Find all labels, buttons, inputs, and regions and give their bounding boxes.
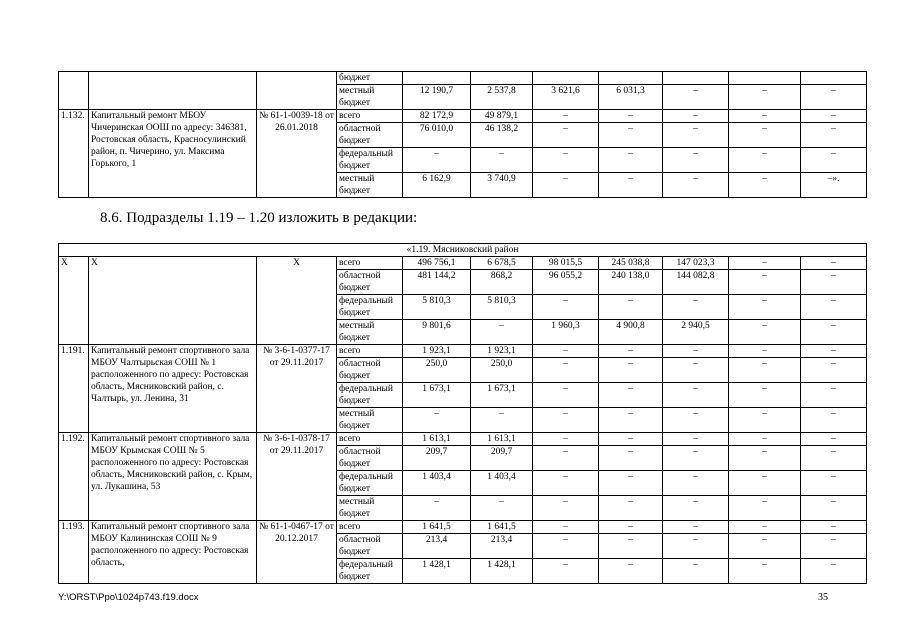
value-cell: 209,7 — [471, 446, 533, 471]
value-cell: 76 010,0 — [403, 123, 471, 148]
value-cell — [663, 72, 729, 85]
budget-type-cell: федеральный бюджет — [337, 295, 403, 320]
value-cell: 147 023,3 — [663, 257, 729, 270]
document-cell: № 3-6-1-0378-17 от 29.11.2017 — [257, 433, 337, 521]
value-cell: – — [729, 471, 801, 496]
value-cell: – — [801, 295, 867, 320]
value-cell: – — [801, 148, 867, 173]
value-cell: 1 403,4 — [403, 471, 471, 496]
value-cell: – — [801, 110, 867, 123]
item-number-cell: 1.192. — [59, 433, 89, 521]
value-cell: – — [471, 148, 533, 173]
value-cell: – — [729, 433, 801, 446]
item-name-cell: Капитальный ремонт МБОУ Чичеринская ООШ по адресу: 346381, Ростовская область, Красносулинский район, п. Чичерино, ул. Максима Горького, 1 — [89, 110, 257, 198]
value-cell: – — [663, 85, 729, 110]
value-cell: – — [729, 295, 801, 320]
value-cell: – — [533, 383, 599, 408]
item-number-cell: 1.191. — [59, 345, 89, 433]
item-name-cell: Капитальный ремонт спортивного зала МБОУ Чалтырьская СОШ № 1 расположенного по адресу: Ростовская область, Мясниковский район, с. Чалтырь, ул. Ленина, 31 — [89, 345, 257, 433]
value-cell: – — [599, 496, 663, 521]
value-cell: 5 810,3 — [403, 295, 471, 320]
budget-type-cell: местный бюджет — [337, 408, 403, 433]
value-cell: 46 138,2 — [471, 123, 533, 148]
value-cell: 1 673,1 — [403, 383, 471, 408]
document-cell: № 61-1-0467-17 от 20.12.2017 — [257, 521, 337, 584]
value-cell: – — [729, 559, 801, 584]
item-number-cell: 1.132. — [59, 110, 89, 198]
value-cell: – — [533, 521, 599, 534]
value-cell: – — [729, 257, 801, 270]
item-number-cell: 1.193. — [59, 521, 89, 584]
value-cell: – — [599, 173, 663, 198]
value-cell: – — [663, 148, 729, 173]
footer-file-path: Y:\ORST\Ppo\1024p743.f19.docx — [58, 592, 199, 603]
value-cell: 209,7 — [403, 446, 471, 471]
value-cell: – — [801, 85, 867, 110]
value-cell: – — [599, 345, 663, 358]
empty-cell — [89, 72, 257, 110]
value-cell: 3 740,9 — [471, 173, 533, 198]
value-cell: 1 673,1 — [471, 383, 533, 408]
value-cell: – — [729, 358, 801, 383]
value-cell: – — [801, 270, 867, 295]
value-cell: 4 900,8 — [599, 320, 663, 345]
value-cell: – — [471, 496, 533, 521]
value-cell: – — [729, 110, 801, 123]
value-cell: – — [599, 559, 663, 584]
value-cell — [533, 72, 599, 85]
document-cell: № 3-6-1-0377-17 от 29.11.2017 — [257, 345, 337, 433]
value-cell: – — [801, 123, 867, 148]
value-cell: – — [663, 408, 729, 433]
table-myasnikovsky — [58, 243, 867, 584]
budget-type-cell: областной бюджет — [337, 270, 403, 295]
value-cell: – — [403, 496, 471, 521]
budget-type-cell: всего — [337, 521, 403, 534]
value-cell: 82 172,9 — [403, 110, 471, 123]
value-cell: – — [533, 534, 599, 559]
value-cell: – — [403, 408, 471, 433]
value-cell: 240 138,0 — [599, 270, 663, 295]
value-cell: – — [729, 320, 801, 345]
document-cell: № 61-1-0039-18 от 26.01.2018 — [257, 110, 337, 198]
value-cell: – — [663, 358, 729, 383]
value-cell: – — [801, 358, 867, 383]
value-cell — [729, 72, 801, 85]
budget-type-cell: областной бюджет — [337, 358, 403, 383]
value-cell: – — [663, 110, 729, 123]
value-cell: 12 190,7 — [403, 85, 471, 110]
value-cell: – — [533, 358, 599, 383]
value-cell: – — [533, 496, 599, 521]
value-cell: – — [729, 270, 801, 295]
value-cell: – — [533, 559, 599, 584]
value-cell: – — [663, 471, 729, 496]
value-cell: – — [801, 257, 867, 270]
value-cell: – — [533, 345, 599, 358]
value-cell: – — [533, 148, 599, 173]
budget-type-cell: федеральный бюджет — [337, 383, 403, 408]
value-cell: – — [663, 559, 729, 584]
value-cell: 245 038,8 — [599, 257, 663, 270]
value-cell: 1 403,4 — [471, 471, 533, 496]
value-cell: – — [663, 173, 729, 198]
value-cell: – — [663, 534, 729, 559]
value-cell: – — [599, 383, 663, 408]
value-cell: 1 923,1 — [471, 345, 533, 358]
value-cell: – — [729, 85, 801, 110]
value-cell: – — [801, 446, 867, 471]
value-cell: – — [663, 123, 729, 148]
budget-type-cell: всего — [337, 110, 403, 123]
budget-type-cell: местный бюджет — [337, 320, 403, 345]
value-cell: – — [599, 148, 663, 173]
value-cell: – — [599, 471, 663, 496]
value-cell: – — [801, 383, 867, 408]
item-name-cell: Капитальный ремонт спортивного зала МБОУ Крымская СОШ № 5 расположенного по адресу: Ростовская область, Мясниковский район, с. Крым, ул. Лукашина, 53 — [89, 433, 257, 521]
value-cell: – — [599, 358, 663, 383]
value-cell: – — [801, 433, 867, 446]
value-cell: – — [599, 110, 663, 123]
value-cell: 6 162,9 — [403, 173, 471, 198]
value-cell: 250,0 — [403, 358, 471, 383]
value-cell: 1 613,1 — [403, 433, 471, 446]
value-cell: – — [533, 446, 599, 471]
value-cell: – — [533, 408, 599, 433]
value-cell: – — [533, 110, 599, 123]
value-cell: 6 678,5 — [471, 257, 533, 270]
value-cell: – — [533, 123, 599, 148]
budget-type-cell: областной бюджет — [337, 446, 403, 471]
value-cell: 1 641,5 — [471, 521, 533, 534]
table-row — [59, 72, 867, 85]
value-cell: 250,0 — [471, 358, 533, 383]
empty-cell — [257, 72, 337, 110]
budget-type-cell: всего — [337, 345, 403, 358]
value-cell: – — [403, 148, 471, 173]
section-heading: 8.6. Подразделы 1.19 – 1.20 изложить в редакции: — [100, 210, 418, 226]
value-cell: – — [533, 471, 599, 496]
table-row — [59, 433, 867, 446]
value-cell: – — [471, 408, 533, 433]
table-row — [59, 110, 867, 123]
table-row — [59, 521, 867, 534]
item-name-cell: Х — [89, 257, 257, 345]
value-cell: – — [599, 408, 663, 433]
value-cell: 9 801,6 — [403, 320, 471, 345]
value-cell — [801, 72, 867, 85]
value-cell: – — [729, 408, 801, 433]
value-cell: 49 879,1 — [471, 110, 533, 123]
value-cell: 1 960,3 — [533, 320, 599, 345]
value-cell: – — [663, 345, 729, 358]
value-cell: –». — [801, 173, 867, 198]
value-cell: 96 055,2 — [533, 270, 599, 295]
value-cell: – — [533, 295, 599, 320]
value-cell — [599, 72, 663, 85]
value-cell: 144 082,8 — [663, 270, 729, 295]
value-cell: – — [801, 320, 867, 345]
value-cell: – — [663, 446, 729, 471]
value-cell: – — [599, 521, 663, 534]
value-cell: 496 756,1 — [403, 257, 471, 270]
value-cell: 6 031,3 — [599, 85, 663, 110]
section-title-row — [59, 244, 867, 257]
value-cell: – — [801, 559, 867, 584]
value-cell: – — [663, 433, 729, 446]
value-cell: – — [533, 433, 599, 446]
empty-cell — [59, 72, 89, 110]
value-cell: – — [729, 123, 801, 148]
value-cell: – — [729, 496, 801, 521]
value-cell: 1 923,1 — [403, 345, 471, 358]
value-cell: – — [471, 320, 533, 345]
value-cell: – — [599, 446, 663, 471]
value-cell: – — [663, 295, 729, 320]
value-cell: 1 428,1 — [471, 559, 533, 584]
value-cell: – — [801, 521, 867, 534]
value-cell: – — [729, 148, 801, 173]
value-cell: – — [801, 534, 867, 559]
value-cell: – — [533, 173, 599, 198]
budget-type-cell: федеральный бюджет — [337, 559, 403, 584]
table-row — [59, 345, 867, 358]
budget-type-cell: федеральный бюджет — [337, 148, 403, 173]
value-cell: 5 810,3 — [471, 295, 533, 320]
value-cell: – — [599, 295, 663, 320]
value-cell: 2 537,8 — [471, 85, 533, 110]
budget-type-cell: областной бюджет — [337, 123, 403, 148]
value-cell: 3 621,6 — [533, 85, 599, 110]
value-cell — [471, 72, 533, 85]
budget-type-cell: всего — [337, 433, 403, 446]
value-cell: 1 641,5 — [403, 521, 471, 534]
budget-type-cell: областной бюджет — [337, 534, 403, 559]
value-cell — [403, 72, 471, 85]
item-number-cell: Х — [59, 257, 89, 345]
value-cell: – — [729, 446, 801, 471]
value-cell: 98 015,5 — [533, 257, 599, 270]
table-row — [59, 257, 867, 270]
value-cell: – — [599, 433, 663, 446]
budget-type-cell: местный бюджет — [337, 85, 403, 110]
budget-type-cell: местный бюджет — [337, 496, 403, 521]
page-number: 35 — [818, 592, 828, 603]
budget-type-cell: всего — [337, 257, 403, 270]
value-cell: – — [801, 345, 867, 358]
budget-type-cell: местный бюджет — [337, 173, 403, 198]
value-cell: 1 613,1 — [471, 433, 533, 446]
budget-type-cell: федеральный бюджет — [337, 471, 403, 496]
value-cell: – — [729, 345, 801, 358]
value-cell: 213,4 — [471, 534, 533, 559]
value-cell: – — [801, 471, 867, 496]
section-title: «1.19. Мясниковский район — [59, 244, 867, 257]
table-continuation — [58, 71, 867, 198]
budget-type-cell: бюджет — [337, 72, 403, 85]
value-cell: – — [663, 383, 729, 408]
value-cell: 2 940,5 — [663, 320, 729, 345]
value-cell: – — [663, 521, 729, 534]
value-cell: – — [729, 521, 801, 534]
value-cell: 1 428,1 — [403, 559, 471, 584]
value-cell: – — [729, 383, 801, 408]
value-cell: 213,4 — [403, 534, 471, 559]
value-cell: – — [729, 173, 801, 198]
item-name-cell: Капитальный ремонт спортивного зала МБОУ Калининская СОШ № 9 расположенного по адресу: Ростовская область, — [89, 521, 257, 584]
document-cell: Х — [257, 257, 337, 345]
value-cell: – — [599, 534, 663, 559]
value-cell: – — [801, 408, 867, 433]
value-cell: – — [599, 123, 663, 148]
value-cell: – — [663, 496, 729, 521]
value-cell: 868,2 — [471, 270, 533, 295]
value-cell: – — [801, 496, 867, 521]
value-cell: – — [729, 534, 801, 559]
value-cell: 481 144,2 — [403, 270, 471, 295]
